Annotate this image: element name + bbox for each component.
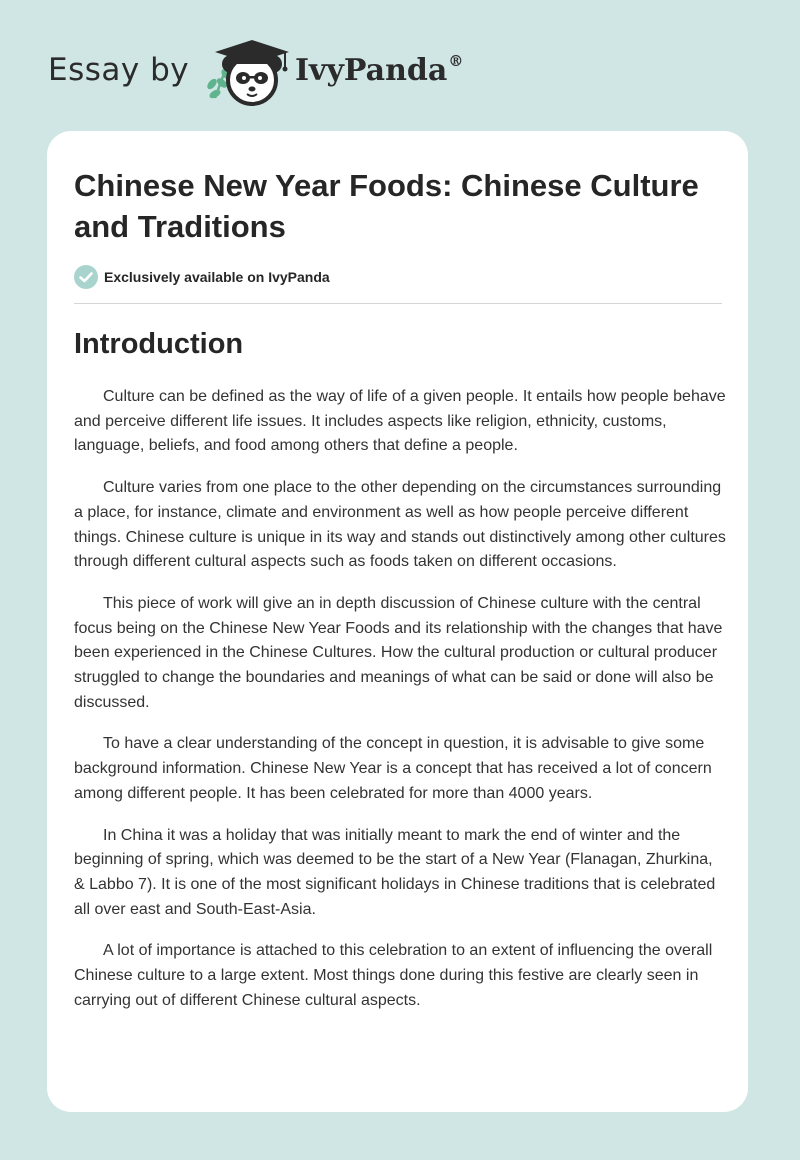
site-header bbox=[48, 28, 468, 108]
brand-name[interactable]: IvyPanda® bbox=[295, 52, 464, 88]
paragraph: Culture can be defined as the way of life of a given people. It entails how people behave and perceive different life issues. It includes aspects like religion, ethnicity, customs, language, beliefs, and food among others that define a people. bbox=[74, 388, 726, 455]
title-divider bbox=[74, 303, 722, 304]
essay-card bbox=[47, 131, 748, 1112]
paragraph: Culture varies from one place to the other depending on the circumstances surrounding a place, for instance, climate and environment as well as how people perceive different things. Chinese culture is unique in its way and stands out distinctively among other cultures through different cultural aspects such as foods taken on different occasions. bbox=[74, 479, 726, 571]
exclusive-badge-label: Exclusively available on IvyPanda bbox=[104, 269, 330, 285]
exclusive-badge bbox=[74, 265, 330, 289]
essay-title: Chinese New Year Foods: Chinese Culture and Traditions bbox=[74, 168, 699, 244]
paragraph: To have a clear understanding of the concept in question, it is advisable to give some background information. Chinese New Year is a concept that has received a lot of concern among different people. It has been celebrated for more than 4000 years. bbox=[74, 735, 712, 802]
registered-mark: ® bbox=[448, 52, 464, 70]
brand-prefix: Essay by bbox=[48, 52, 190, 88]
essay-body bbox=[74, 385, 726, 1030]
paragraph: A lot of importance is attached to this celebration to an extent of influencing the overall Chinese culture to a large extent. Most things done during this festive are clearly seen in carrying out of different Chinese cultural aspects. bbox=[74, 942, 713, 1009]
panda-graduate-logo-icon[interactable] bbox=[201, 34, 297, 110]
section-heading: Introduction bbox=[74, 328, 244, 360]
paragraph: In China it was a holiday that was initially meant to mark the end of winter and the beginning of spring, which was deemed to be the start of a New Year (Flanagan, Zhurkina, & Labbo 7). It is one of the most significant holidays in Chinese traditions that is celebrated all over east and South-East-Asia. bbox=[74, 826, 716, 918]
check-circle-icon bbox=[74, 265, 98, 289]
paragraph: This piece of work will give an in depth discussion of Chinese culture with the central focus being on the Chinese New Year Foods and its relationship with the changes that have been experienced in the Chinese Cultures. How the cultural production or cultural producer struggled to change the boundaries and meanings of what can be said or done will also be discussed. bbox=[74, 594, 723, 711]
